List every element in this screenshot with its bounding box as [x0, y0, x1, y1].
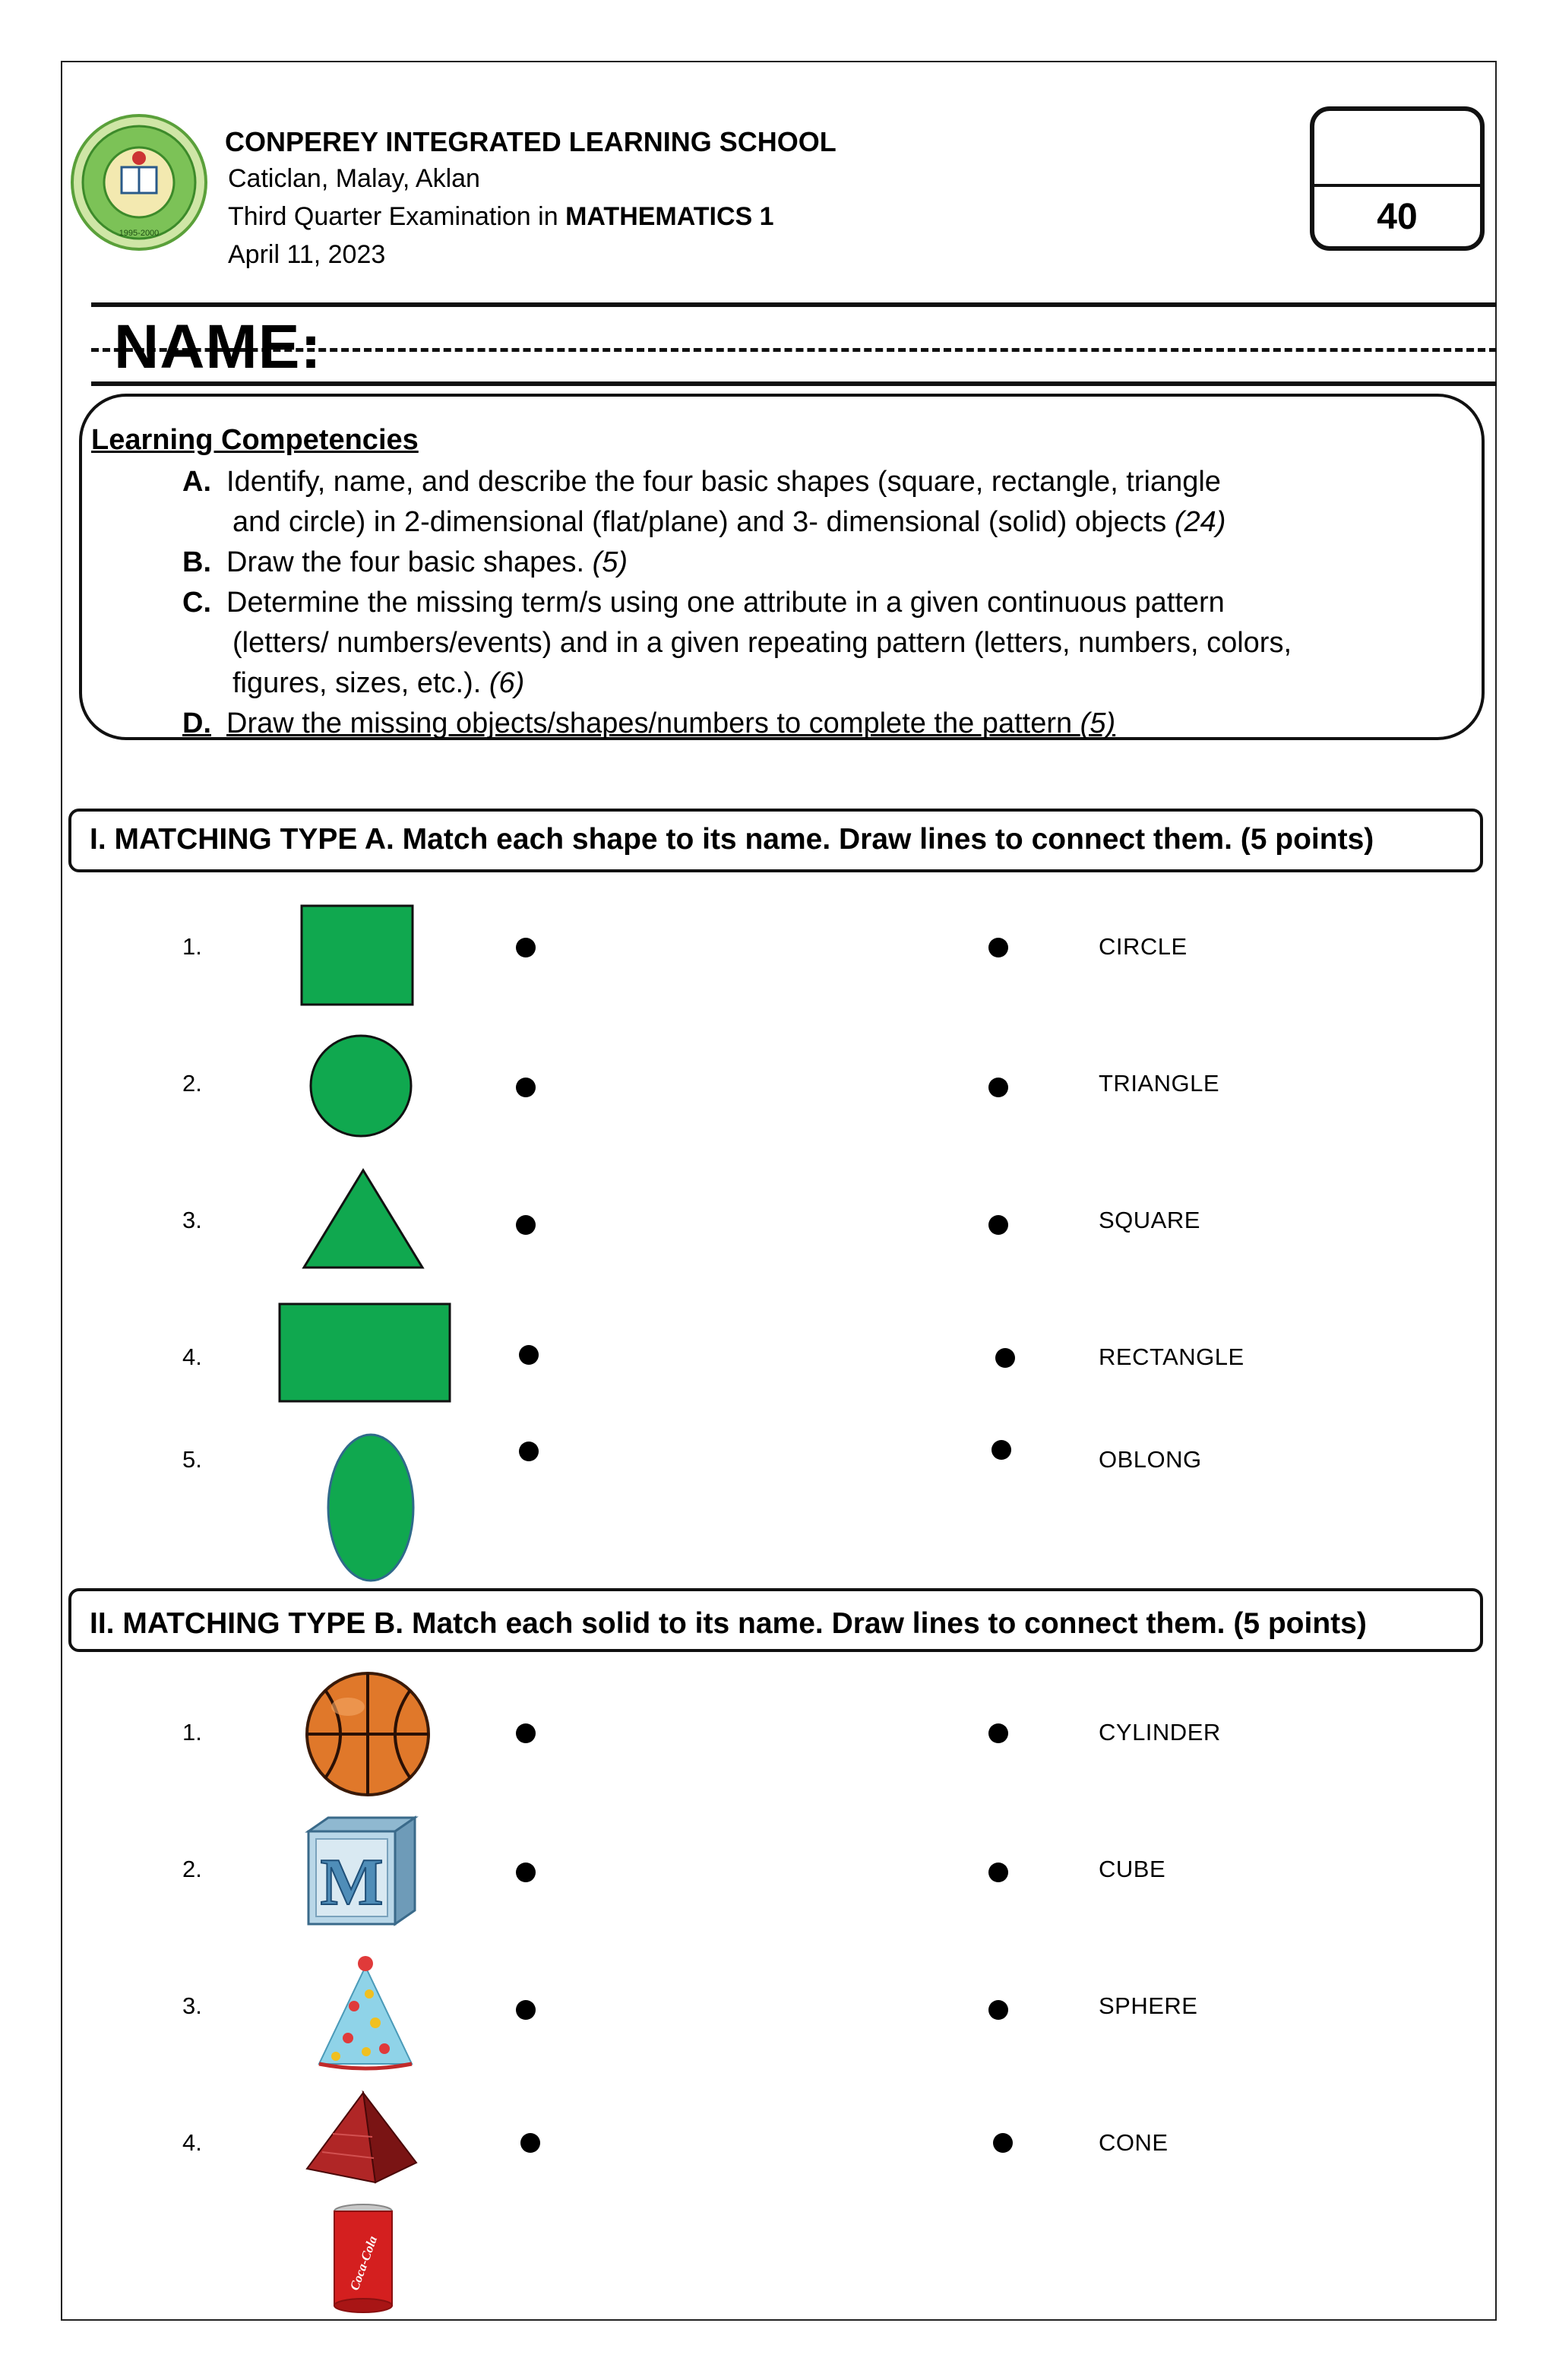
exam-subject: MATHEMATICS 1: [565, 202, 774, 231]
s1-right-dot-3[interactable]: [988, 1215, 1008, 1235]
s1-right-dot-4[interactable]: [995, 1348, 1015, 1368]
circle-shape: [311, 1036, 411, 1136]
s1-left-dot-5[interactable]: [519, 1442, 539, 1461]
block-letter: M: [320, 1846, 384, 1920]
letter-block-icon: [301, 1813, 422, 1929]
name-label: NAME:: [114, 312, 322, 381]
s2-right-dot-4[interactable]: [993, 2133, 1013, 2153]
s2-right-dot-1[interactable]: [988, 1723, 1008, 1743]
bottom-rule: [91, 381, 1497, 386]
seal-text: 1995-2000: [119, 229, 160, 238]
s1-right-dot-2[interactable]: [988, 1078, 1008, 1097]
s1-number-3: 3.: [182, 1207, 202, 1233]
s2-label-3: SPHERE: [1099, 1992, 1198, 2019]
s1-number-5: 5.: [182, 1446, 202, 1473]
s2-number-1: 1.: [182, 1719, 202, 1745]
s2-left-dot-2[interactable]: [516, 1863, 536, 1882]
s2-label-2: CUBE: [1099, 1856, 1166, 1882]
section2-title: II. MATCHING TYPE B. Match each solid to its name. Draw lines to connect them. (5 points): [90, 1607, 1367, 1640]
score-total: 40: [1377, 197, 1418, 237]
s2-label-1: CYLINDER: [1099, 1719, 1221, 1745]
competency-d: D. Draw the missing objects/shapes/numbers to complete the pattern (5): [182, 707, 1116, 739]
s2-number-3: 3.: [182, 1992, 202, 2019]
rectangle-shape: [280, 1304, 450, 1401]
school-seal-logo: [67, 114, 211, 251]
s1-number-4: 4.: [182, 1343, 202, 1370]
square-shape: [302, 906, 413, 1005]
s2-label-4: CONE: [1099, 2129, 1169, 2156]
score-box[interactable]: [1310, 106, 1485, 251]
s2-number-4: 4.: [182, 2129, 202, 2156]
party-hat-icon: [308, 1953, 422, 2071]
basketball-icon: [302, 1670, 433, 1798]
oval-shape: [328, 1435, 413, 1581]
competency-a: A. Identify, name, and describe the four basic shapes (square, rectangle, triangle and circle) in 2-dimensional (flat/plane) and 3- dimensional (solid) objects (24): [182, 466, 1226, 538]
competency-b: B. Draw the four basic shapes. (5): [182, 546, 628, 578]
shapes-column: [274, 901, 471, 1585]
can-brand-text: Coca-Cola: [346, 2233, 381, 2293]
pyramid-icon: [302, 2088, 424, 2189]
s1-right-dot-5[interactable]: [991, 1440, 1011, 1460]
s1-left-dot-2[interactable]: [516, 1078, 536, 1097]
s1-left-dot-1[interactable]: [516, 938, 536, 957]
school-name: CONPEREY INTEGRATED LEARNING SCHOOL: [225, 126, 837, 157]
competencies-title: Learning Competencies: [91, 424, 419, 456]
s2-left-dot-4[interactable]: [520, 2133, 540, 2153]
s1-label-3: SQUARE: [1099, 1207, 1200, 1233]
s1-number-1: 1.: [182, 933, 202, 960]
s2-right-dot-2[interactable]: [988, 1863, 1008, 1882]
exam-date: April 11, 2023: [228, 240, 386, 269]
competency-c: C. Determine the missing term/s using one attribute in a given continuous pattern (letters/ numbers/events) and in a given repeating pattern (letters, numbers, colors, figures, sizes, etc.). (6): [182, 587, 1292, 699]
soda-can-icon: [327, 2202, 400, 2316]
s1-label-1: CIRCLE: [1099, 933, 1188, 960]
s1-label-2: TRIANGLE: [1099, 1070, 1220, 1097]
s1-number-2: 2.: [182, 1070, 202, 1097]
s2-left-dot-3[interactable]: [516, 2000, 536, 2020]
exam-title: Third Quarter Examination in MATHEMATICS 1: [228, 202, 774, 231]
s1-right-dot-1[interactable]: [988, 938, 1008, 957]
s1-label-5: OBLONG: [1099, 1446, 1202, 1473]
school-location: Caticlan, Malay, Aklan: [228, 164, 480, 193]
s1-left-dot-3[interactable]: [516, 1215, 536, 1235]
top-rule: [91, 302, 1497, 307]
s1-left-dot-4[interactable]: [519, 1345, 539, 1365]
section1-title: I. MATCHING TYPE A. Match each shape to its name. Draw lines to connect them. (5 points): [90, 823, 1374, 856]
s2-left-dot-1[interactable]: [516, 1723, 536, 1743]
s2-number-2: 2.: [182, 1856, 202, 1882]
s1-label-4: RECTANGLE: [1099, 1343, 1244, 1370]
s2-right-dot-3[interactable]: [988, 2000, 1008, 2020]
triangle-shape: [304, 1170, 422, 1268]
